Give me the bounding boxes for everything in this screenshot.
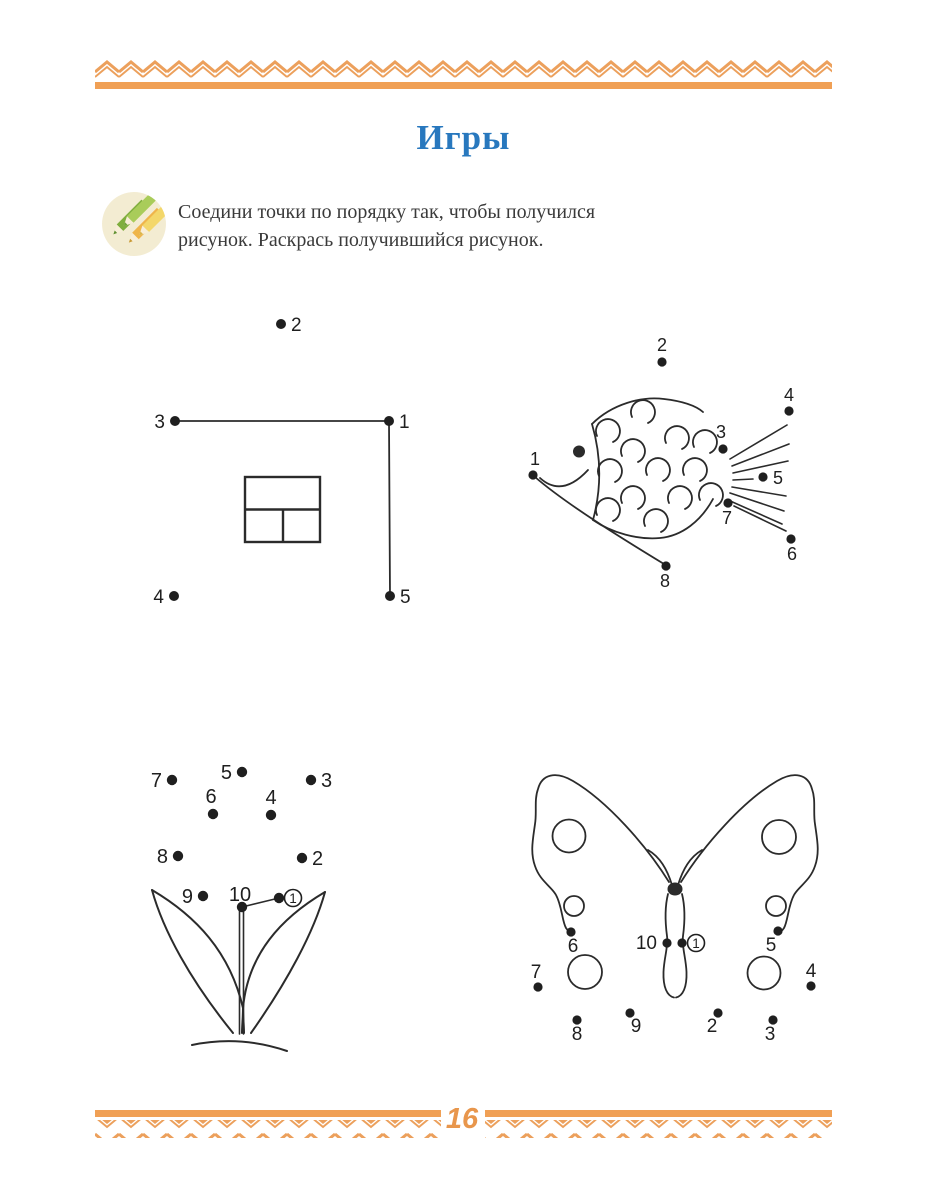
dot-flower-8[interactable] [157, 846, 183, 868]
dot-butterfly-9[interactable] [625, 1008, 641, 1037]
fish-eye [573, 446, 585, 458]
dot-fish-3[interactable] [716, 422, 728, 454]
svg-text:5: 5 [400, 587, 411, 608]
dot-flower-9[interactable] [182, 886, 208, 908]
flower-left-leaf-inner [152, 890, 243, 1033]
top-zigzag [95, 58, 832, 80]
svg-text:6: 6 [786, 544, 798, 564]
house-line-1-5 [389, 421, 390, 596]
svg-text:9: 9 [630, 1016, 642, 1037]
svg-text:8: 8 [659, 571, 671, 591]
svg-text:1: 1 [692, 935, 700, 951]
dot-fish-8[interactable] [660, 561, 671, 591]
svg-text:3: 3 [764, 1024, 776, 1045]
dot-house-2[interactable] [276, 315, 302, 336]
fish-body-bottom [593, 499, 713, 538]
svg-text:4: 4 [805, 961, 817, 982]
svg-text:4: 4 [265, 787, 277, 809]
dot-flower-10[interactable] [229, 884, 251, 912]
svg-text:1: 1 [529, 449, 541, 469]
bottom-bar-left [95, 1110, 441, 1117]
bottom-zigzag-left [95, 1120, 441, 1138]
flower-right-leaf-outer [251, 892, 325, 1033]
dot-flower-7[interactable] [151, 770, 177, 792]
svg-text:3: 3 [154, 412, 165, 433]
flower-ground [192, 1041, 287, 1051]
dot-butterfly-4[interactable] [806, 961, 817, 991]
butterfly-head [668, 883, 683, 896]
dot-fish-5[interactable] [758, 468, 783, 488]
puzzle-flower [130, 740, 390, 1070]
svg-text:7: 7 [530, 962, 542, 983]
butterfly-wing-spots [553, 820, 797, 990]
dot-flower-6[interactable] [205, 786, 218, 819]
svg-text:2: 2 [656, 335, 668, 355]
dot-butterfly-6[interactable] [566, 927, 578, 957]
svg-text:8: 8 [156, 846, 168, 868]
top-bar [95, 82, 832, 89]
dot-house-5[interactable] [385, 587, 411, 608]
butterfly-left-wing [532, 775, 669, 931]
svg-text:10: 10 [635, 933, 657, 954]
svg-text:2: 2 [291, 315, 302, 336]
bottom-zigzag-right [485, 1120, 832, 1138]
pencils-icon [101, 191, 167, 257]
bottom-bar-right [485, 1110, 832, 1117]
svg-text:9: 9 [181, 886, 193, 908]
dot-fish-2[interactable] [657, 335, 667, 367]
instruction-text: Соедини точки по порядку так, чтобы получился рисунок. Раскрась получившийся рисунок. [178, 201, 596, 251]
svg-text:4: 4 [783, 385, 795, 405]
dot-butterfly-2[interactable] [707, 1008, 723, 1037]
svg-text:8: 8 [571, 1024, 583, 1045]
fish-mouth [540, 470, 588, 486]
puzzle-house [140, 300, 440, 620]
svg-text:3: 3 [715, 422, 727, 442]
top-border [95, 58, 832, 90]
svg-text:10: 10 [228, 884, 252, 906]
svg-text:4: 4 [153, 587, 164, 608]
dot-butterfly-8[interactable] [572, 1015, 583, 1045]
svg-text:1: 1 [399, 412, 410, 433]
dot-flower-4[interactable] [265, 787, 276, 820]
svg-text:5: 5 [220, 762, 232, 784]
dot-butterfly-5[interactable] [766, 926, 783, 956]
flower-left-leaf-outer [152, 890, 233, 1033]
dot-butterfly-1[interactable] [677, 935, 704, 952]
dot-flower-3[interactable] [306, 770, 332, 792]
dot-fish-1[interactable] [528, 449, 540, 480]
dot-house-1[interactable] [384, 412, 410, 433]
dot-flower-2[interactable] [297, 848, 323, 870]
puzzle-butterfly [495, 740, 855, 1050]
svg-text:3: 3 [321, 770, 333, 792]
svg-text:7: 7 [150, 770, 162, 792]
svg-text:7: 7 [721, 508, 733, 528]
flower-stem [240, 909, 244, 1034]
dot-butterfly-3[interactable] [765, 1015, 778, 1045]
svg-text:5: 5 [773, 468, 784, 488]
dot-flower-1[interactable] [274, 890, 302, 907]
dot-house-3[interactable] [154, 412, 180, 433]
svg-text:2: 2 [312, 848, 324, 870]
svg-text:6: 6 [205, 786, 217, 808]
flower-right-leaf-inner [243, 892, 325, 1033]
svg-text:1: 1 [289, 890, 297, 906]
dot-fish-4[interactable] [784, 385, 794, 416]
dot-house-4[interactable] [153, 587, 179, 608]
svg-text:6: 6 [567, 936, 579, 957]
dot-fish-6[interactable] [786, 534, 797, 564]
page-title: Игры [416, 118, 511, 157]
dot-butterfly-7[interactable] [531, 962, 543, 992]
page-number: 16 [445, 1103, 479, 1135]
butterfly-right-wing [681, 775, 818, 931]
svg-text:5: 5 [765, 935, 777, 956]
fish-body-top [592, 398, 703, 424]
svg-text:2: 2 [706, 1016, 718, 1037]
dot-flower-5[interactable] [221, 762, 247, 784]
dot-fish-7[interactable] [722, 498, 733, 528]
puzzle-fish [505, 330, 835, 600]
